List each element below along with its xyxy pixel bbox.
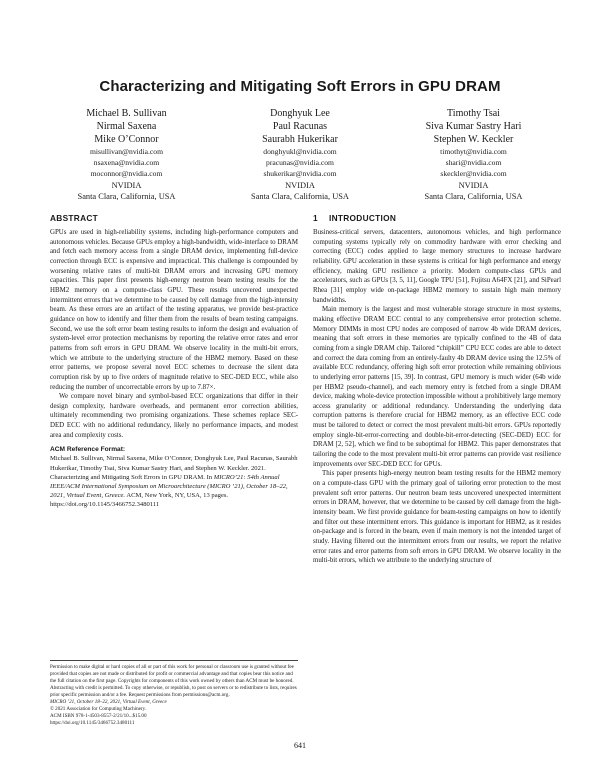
author-org: NVIDIA (458, 180, 489, 190)
author-location: Santa Clara, California, USA (251, 191, 349, 201)
author-location: Santa Clara, California, USA (424, 191, 523, 201)
author-email: pracunas@nvidia.com (266, 158, 334, 168)
introduction-heading (313, 213, 561, 224)
intro-paragraph: Main memory is the largest and most vulnerable storage structure in most systems, making effective DRAM ECC central to any comprehensive error protection scheme. Memory DIMMs in most CPU nodes are composed of narrow 4b wide DRAM devices, meaning that soft errors in these memories are typically confined to the 4B of data coming from a single DRAM chip. Tailored “chipkill” CPU ECC codes are able to detect and correct the data coming from an entirely-faulty 4b DRAM device using the 12.5% of available ECC redundancy, offering high soft error protection while remaining oblivious to underlying error patterns [15, 39]. In contrast, GPU memory is much wider (64b wide per HBM2 pseudo-channel), and each memory entry is fetched from a single DRAM device, making whole-device protection impossible without a prohibitively large memory access granularity or additional redundancy. Understanding the underlying data corruption patterns is therefore crucial for HBM2 memory, as an effective ECC code must be tailored to detect or correct the most prevalent multi-bit errors. GPUs reportedly employ single-bit-error-correcting and double-bit-error-detecting (SEC-DED) ECC for DRAM [2, 52], which we find to be suboptimal for HBM2. This paper demonstrates that tailoring the code to the most prevalent multi-bit error patterns can provide vast resilience improvements over SEC-DED ECC for GPUs. (313, 306, 561, 468)
reference-format-heading: ACM Reference Format: (50, 446, 126, 454)
permission-venue: MICRO ’21, October 18–22, 2021, Virtual Event, Greece (50, 699, 167, 706)
permission-text: Permission to make digital or hard copies of all or part of this work for personal or classroom use is granted without fee provided that copies are not made or distributed for profit or commercial advantage and that copies bear this notice and the full citation on the first page. Copyrights for components of this work owned by others than ACM must be honored. Abstracting with credit is permitted. To copy otherwise, or republish, to post on servers or to redistribute to lists, requires prior specific permission and/or a fee. Request permissions from permissions@acm.org. (50, 664, 297, 699)
abstract-paragraph: We compare novel binary and symbol-based ECC organizations that differ in their design complexity, hardware overheads, and permanent error correction abilities, ultimately recommending two promising organizations. These schemes replace SEC-DED ECC with no additional redundancy, likely no performance impacts, and modest area and complexity costs. (50, 393, 298, 439)
left-column (50, 213, 298, 510)
permission-block (50, 664, 298, 727)
author-email: donghyukl@nvidia.com (263, 147, 337, 156)
author-email: shari@nvidia.com (445, 158, 502, 168)
intro-paragraph: Business-critical servers, datacenters, autonomous vehicles, and high performance computing systems typically rely on commodity hardware with error checking and correcting (ECC) codes applied to large memory structures to increase hardware reliability. GPU acceleration in these systems is critical for high performance and energy efficiency, making GPU resilience a priority. Modern compute-class GPUs and accelerators, such as GPUs [3, 5, 11], Google TPU [51], Fujitsu A64FX [21], and SiPearl Rhea [31] employ wide on-package HBM2 memory to sustain high main memory bandwidths. (313, 229, 561, 304)
reference-doi: ACM, New York, NY, USA, 13 pages. https://doi.org/10.1145/3466752.3480111 (50, 492, 229, 509)
author-org: NVIDIA (285, 180, 315, 190)
author-location: Santa Clara, California, USA (77, 191, 176, 201)
author-email: shukerikar@nvidia.com (263, 169, 337, 179)
reference-format-text (50, 454, 298, 509)
section-title: INTRODUCTION (329, 213, 397, 223)
right-column (313, 213, 561, 566)
footnote-divider (50, 660, 298, 661)
paper-title: Characterizing and Mitigating Soft Errors in GPU DRAM (99, 78, 501, 95)
reference-authors: Michael B. Sullivan, Nirmal Saxena, Mike O’Connor, Donghyuk Lee, Paul Racunas, Saurabh Hukerikar, Timothy Tsai, Siva Kumar Sastry Hari, and Stephen W. Keckler. 2021. Characterizing and Mitigating Soft Errors in GPU DRAM. In (50, 455, 298, 481)
author-column (40, 107, 213, 202)
reference-venue: MICRO’21: 54th Annual IEEE/ACM International Symposium on Microarchitecture (MICRO ’21), October 18–22, 2021, Virtual Event, Greece. (50, 473, 288, 500)
abstract-paragraph: GPUs are used in high-reliability systems, including high-performance computers and autonomous vehicles. Because GPUs employ a high-bandwidth, wide-interface to DRAM and fetch each memory access from a single DRAM device, implementing full-device correction through ECC is expensive and impractical. This challenge is compounded by worsening relative rates of multi-bit DRAM errors and increasing GPU memory capacities. This paper first presents high-energy neutron beam testing results for the HBM2 memory on a compute-class GPU. These results uncovered unexpected intermittent errors that we determine to be caused by cell damage from the high-intensity beam. As these errors are an artifact of the testing apparatus, we provide best-practice guidance on how to identify and filter them from the results of beam testing campaigns. Second, we use the soft error beam testing results to inform the design and evaluation of system-level error protection mechanisms by reporting the relative error rates and error patterns from soft errors in GPU DRAM. We observe locality in the multi-bit errors, which we attribute to the underlying structure of the HBM2 memory. Based on these error patterns, we propose several novel ECC schemes to decrease the silent data corruption risk by up to five orders of magnitude relative to SEC-DED ECC, while also reducing the number of uncorrectable errors by up to 7.87×. (50, 229, 298, 391)
author-column (387, 107, 560, 202)
intro-paragraph: This paper presents high-energy neutron beam testing results for the HBM2 memory on a compute-class GPU with the primary goal of tailoring error protection to the most prevalent soft error patterns. Our neutron beam tests uncovered unexpected intermittent errors in DRAM, however, that we determine to be caused by cell damage from the high-intensity beam. We first provide guidance for beam-testing campaigns on how to identify and filter out these intermittent errors. This guidance is important for HBM2, as it resides on-package and is forced in the beam, even if main memory is not the intended target of study. Having filtered out the intermittent errors from our results, we report the relative error rates and error patterns from soft errors in GPU DRAM. We observe locality in the multi-bit errors, which we attribute to the underlying structure of (313, 470, 561, 565)
page-number: 641 (294, 741, 306, 750)
author-name: Mike O’Connor (94, 134, 159, 145)
author-name: Nirmal Saxena (96, 121, 157, 132)
author-email: skeckler@nvidia.com (440, 169, 507, 179)
author-block (40, 107, 560, 202)
permission-isbn: ACM ISBN 978-1-4503-8557-2/21/10...$15.00 (50, 713, 147, 720)
author-email: misullivan@nvidia.com (89, 147, 163, 156)
author-org: NVIDIA (111, 180, 142, 190)
author-column (214, 107, 387, 202)
author-name: Timothy Tsai (447, 108, 500, 119)
author-name: Michael B. Sullivan (86, 108, 167, 119)
author-email: timothyt@nvidia.com (440, 147, 507, 156)
permission-copyright: © 2021 Association for Computing Machinery. (50, 706, 147, 713)
author-email: nsaxena@nvidia.com (93, 158, 160, 168)
section-number: 1 (313, 213, 318, 223)
abstract-heading: ABSTRACT (50, 213, 99, 223)
author-name: Saurabh Hukerikar (262, 134, 338, 145)
author-name: Paul Racunas (272, 121, 328, 132)
author-name: Siva Kumar Sastry Hari (425, 121, 522, 132)
author-name: Donghyuk Lee (270, 108, 330, 119)
author-name: Stephen W. Keckler (433, 134, 514, 145)
author-email: moconnor@nvidia.com (90, 169, 163, 179)
permission-doi[interactable]: https://doi.org/10.1145/3466752.3480111 (50, 720, 135, 727)
